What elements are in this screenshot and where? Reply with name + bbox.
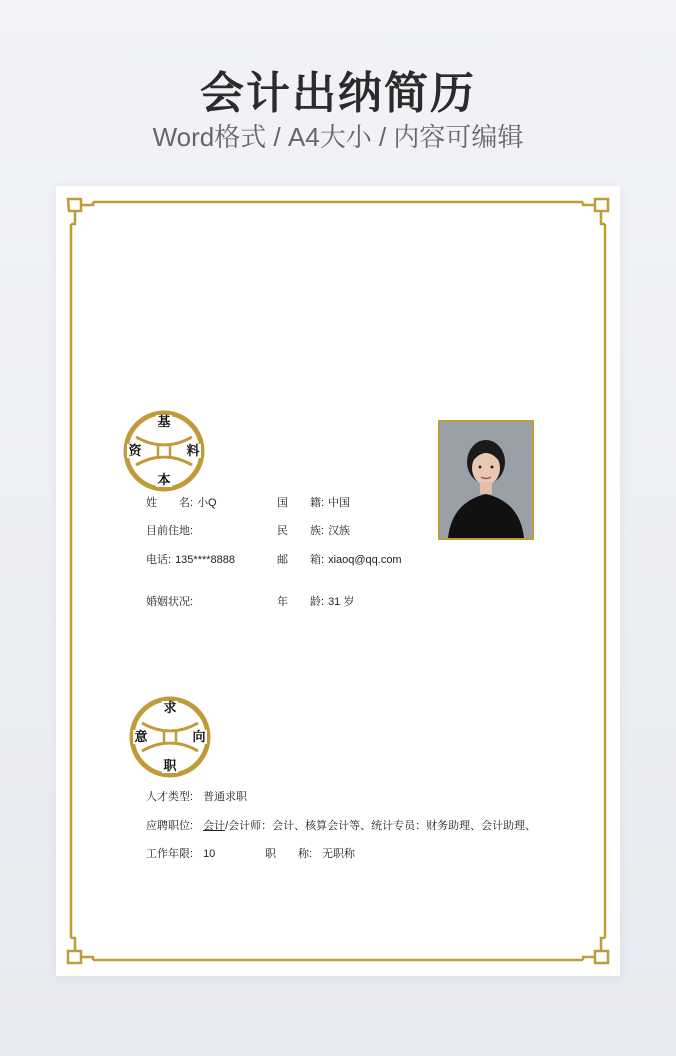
info-marital [146, 595, 197, 609]
ethnicity-label: 民 族: [277, 525, 325, 537]
basic-info-medallion [122, 409, 206, 493]
job-intent-medallion [128, 695, 212, 779]
ethnicity-value: 汉族 [328, 525, 351, 537]
phone-label: 电话: [146, 554, 172, 566]
email-value: xiaoq@qq.com [328, 554, 402, 566]
job-title-label: 职 称: [265, 848, 313, 860]
info-name [146, 496, 217, 510]
info-age [277, 595, 354, 609]
talent-type-label: 人才类型: [146, 791, 194, 803]
medallion-char-top: 求 [163, 700, 177, 715]
info-ethnicity [277, 524, 350, 538]
position-first: 会计 [203, 820, 226, 832]
medallion-char-left: 意 [134, 729, 148, 744]
talent-type-value: 普通求职 [203, 791, 248, 803]
address-label: 目前住地: [146, 525, 194, 537]
resume-paper [56, 186, 620, 976]
phone-value: 135****8888 [175, 554, 236, 566]
age-value: 31 岁 [328, 596, 355, 608]
nationality-label: 国 籍: [277, 497, 325, 509]
position-label: 应聘职位: [146, 820, 194, 832]
position-rest: /会计师：会计、核算会计等、统计专员：财务助理、会计助理、 [225, 820, 537, 832]
job-title-value: 无职称 [322, 848, 356, 860]
medallion-char-left: 资 [128, 443, 142, 458]
marital-label: 婚姻状况: [146, 596, 194, 608]
work-years-value: 10 [203, 848, 216, 860]
age-label: 年 龄: [277, 596, 325, 608]
medallion-char-right: 料 [186, 443, 200, 458]
info-email [277, 553, 402, 567]
nationality-value: 中国 [328, 497, 351, 509]
name-label: 姓 名: [146, 497, 194, 509]
page-title: 会计出纳简历 [200, 69, 476, 118]
intent-position [146, 819, 536, 833]
profile-photo [438, 420, 534, 540]
intent-title [265, 847, 355, 861]
info-address [146, 524, 197, 538]
person-portrait-icon [440, 422, 532, 538]
info-phone [146, 553, 235, 567]
page-subtitle: Word格式 / A4大小 / 内容可编辑 [152, 122, 524, 152]
name-value: 小Q [197, 497, 217, 509]
medallion-char-top: 基 [157, 414, 171, 429]
medallion-char-right: 向 [192, 729, 206, 744]
medallion-char-bottom: 职 [163, 758, 177, 773]
email-label: 邮 箱: [277, 554, 325, 566]
medallion-char-bottom: 本 [157, 472, 171, 487]
info-nationality [277, 496, 350, 510]
intent-years [146, 847, 215, 861]
intent-type [146, 790, 247, 804]
work-years-label: 工作年限: [146, 848, 194, 860]
